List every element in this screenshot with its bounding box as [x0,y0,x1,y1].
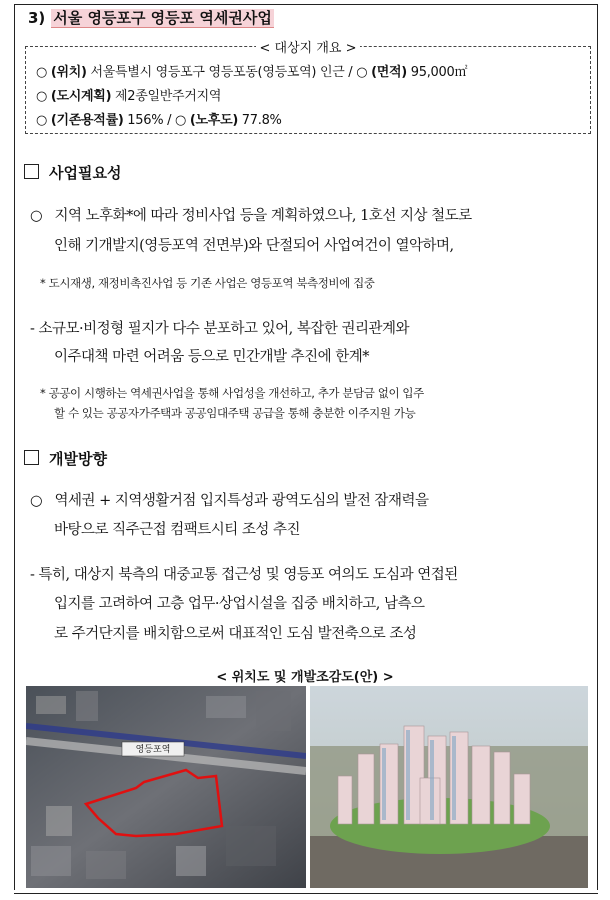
development-rendering-image [310,686,588,888]
rendering-graphic [310,686,588,888]
location-map-image [26,686,306,888]
map-station-label: 영등포역 [135,745,171,755]
figure-caption: < 위치도 및 개발조감도(안) > [216,670,394,685]
overview-line-location: ○ (위치) 서울특별시 영등포구 영등포동(영등포역) 인근 / ○ (면적) 95,000㎡ [36,65,468,80]
section-title-text: 서울 영등포구 영등포 역세권사업 [53,9,272,27]
overview-line-ratio: ○ (기존용적률) 156% / ○ (노후도) 77.8% [36,113,282,128]
section-number: 3) [28,9,46,27]
frame-top-border [14,4,598,5]
aerial-map-graphic [26,686,306,888]
need-footnote-1: * 도시재생, 재정비촉진사업 등 기존 사업은 영등포역 북측정비에 집중 [40,276,375,290]
heading-direction: 개발방향 [24,448,107,469]
overview-line-plan: ○ (도시계획) 제2종일반주거지역 [36,89,222,104]
section-title [28,7,274,28]
overview-heading: < 대상지 개요 > [256,41,361,56]
heading-need: 사업필요성 [24,162,121,183]
frame-bottom-border [14,893,598,894]
need-footnote-2-line1: * 공공이 시행하는 역세권사업을 통해 사업성을 개선하고, 추가 분담금 없이 입주 [40,386,424,400]
checkbox-bullet [24,450,39,465]
need-paragraph-2: - 소규모·비정형 필지가 다수 분포하고 있어, 복잡한 권리관계와 이주대책 마련 어려움 등으로 민간개발 추진에 한계* [30,321,410,365]
checkbox-bullet [24,164,39,179]
direction-paragraph-1: ○ 역세권 + 지역생활거점 입지특성과 광역도심의 발전 잠재력을 바탕으로 직주근접 컴팩트시티 조성 추진 [30,493,429,538]
need-footnote-2-line2: 할 수 있는 공공자가주택과 공공임대주택 공급을 통해 충분한 이주지원 가능 [54,406,416,420]
overview-box [25,41,591,134]
direction-paragraph-2: - 특히, 대상지 북측의 대중교통 접근성 및 영등포 여의도 도심과 연접된 입지를 고려하여 고층 업무·상업시설을 집중 배치하고, 남측으 로 주거단지를 배치함으로써 대표적인 도심 발전축으로 조성 [30,567,458,642]
need-paragraph-1: ○ 지역 노후화*에 따라 정비사업 등을 계획하였으나, 1호선 지상 철도로 인해 기개발지(영등포역 전면부)와 단절되어 사업여건이 열악하며, [30,208,472,254]
